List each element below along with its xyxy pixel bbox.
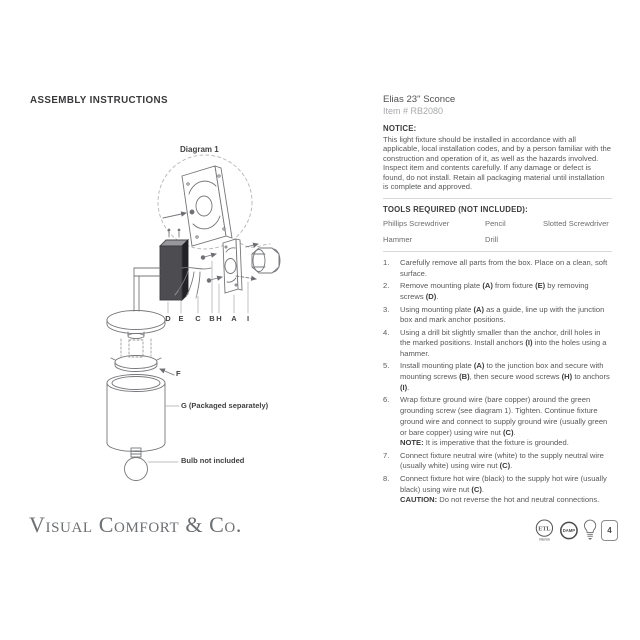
instruction-step: 4. Using a drill bit slightly smaller than the anchor, drill holes in the marked positions. Install anchors (I) into the holes using a hammer. bbox=[383, 327, 607, 359]
instruction-step: 8. Connect fixture hot wire (black) to the supply hot wire (usually black) using wire nut (C). CAUTION: Do not reverse the hot and neutral connections. bbox=[383, 473, 607, 505]
svg-text:Intertek: Intertek bbox=[538, 537, 551, 542]
bulb-note: Bulb not included bbox=[181, 456, 245, 465]
diagram-section bbox=[30, 140, 360, 490]
detail-connector bbox=[236, 239, 270, 247]
bulb-icon bbox=[583, 518, 597, 542]
page-number-badge: 4 bbox=[601, 520, 618, 541]
tool-item: Phillips Screwdriver bbox=[383, 219, 450, 229]
light-bulb bbox=[125, 448, 148, 481]
part-label-e: E bbox=[178, 314, 184, 323]
tools-label: TOOLS REQUIRED (NOT INCLUDED): bbox=[383, 205, 528, 215]
steps-list bbox=[383, 258, 612, 506]
socket-hidden bbox=[121, 339, 151, 357]
svg-text:ETL: ETL bbox=[538, 526, 551, 533]
junction-box bbox=[252, 248, 280, 273]
part-label-f: F bbox=[176, 369, 181, 378]
grounding-screw bbox=[190, 210, 194, 214]
part-label-i: I bbox=[246, 314, 250, 323]
part-label-g: G (Packaged separately) bbox=[181, 401, 269, 410]
part-label-d: D bbox=[165, 314, 171, 323]
instruction-step: 2. Remove mounting plate (A) from fixture (E) by removing screws (D). bbox=[383, 281, 589, 302]
tool-item: Hammer bbox=[383, 235, 413, 245]
divider bbox=[383, 251, 612, 252]
part-label-c: C bbox=[195, 314, 201, 323]
tool-item: Slotted Screwdriver bbox=[543, 219, 609, 229]
mounting-plate bbox=[223, 239, 242, 293]
damp-rating-icon bbox=[559, 520, 579, 541]
diagram-title: Diagram 1 bbox=[180, 145, 219, 154]
shade-disk bbox=[107, 311, 165, 339]
item-number: Item # RB2080 bbox=[383, 105, 444, 116]
tool-item: Drill bbox=[485, 235, 499, 245]
instruction-step: 3. Using mounting plate (A) as a guide, line up with the junction box and mark anchor positions. bbox=[383, 304, 605, 325]
instruction-step: 6. Wrap fixture ground wire (bare copper) around the green grounding screw (see diagram 1). Tighten. Continue fixture ground wire and connect to supply ground wire (usually green or bare copper) using wire nut (C). NOTE: It is imperative that the fixture is grounded. bbox=[383, 395, 608, 448]
part-label-h: H bbox=[216, 314, 222, 323]
certification-row bbox=[534, 516, 618, 544]
brand-logo: Visual Comfort & Co. bbox=[29, 512, 242, 537]
wood-screw-h bbox=[207, 277, 222, 282]
mounting-plate-detail bbox=[182, 166, 232, 246]
svg-text:DAMP: DAMP bbox=[562, 527, 575, 533]
grounding-screw-arrow bbox=[163, 213, 186, 218]
f-label-arrow bbox=[160, 369, 174, 375]
etl-mark-icon bbox=[534, 517, 555, 543]
assembly-arrow bbox=[246, 244, 258, 247]
notice-label: NOTICE: bbox=[383, 123, 417, 133]
fixture-backplate bbox=[160, 229, 188, 300]
divider bbox=[383, 198, 612, 199]
sconce-arm bbox=[134, 268, 160, 311]
instruction-step: 7. Connect fixture neutral wire (white) to the supply neutral wire (usually white) using wire nut (C). bbox=[383, 450, 604, 471]
instructions-column bbox=[383, 94, 612, 508]
mounting-screw-b bbox=[201, 254, 216, 259]
instruction-step: 5. Install mounting plate (A) to the junction box and secure with mounting screws (B), then secure wood screws (H) to anchors (I). bbox=[383, 361, 610, 393]
notice-text: This light fixture should be installed in accordance with all applicable, local installation codes, and by a person familiar with the construction and operation of it, as well as the hazards involved. Inspect item and contents carefully. If any damage or defect is found, do not install. Retain all packaging material until installation is complete and approved. bbox=[383, 134, 611, 192]
glass-cylinder bbox=[107, 375, 165, 452]
product-name: Elias 23" Sconce bbox=[383, 94, 456, 105]
instruction-step: 1. Carefully remove all parts from the box. Place on a clean, soft surface. bbox=[383, 258, 608, 279]
tools-list bbox=[383, 219, 612, 244]
page-title: ASSEMBLY INSTRUCTIONS bbox=[30, 95, 168, 106]
part-label-a: A bbox=[231, 314, 237, 323]
tool-item bbox=[543, 235, 612, 244]
shade-ring bbox=[111, 356, 161, 372]
part-label-b: B bbox=[209, 314, 215, 323]
tool-item: Pencil bbox=[485, 219, 506, 229]
